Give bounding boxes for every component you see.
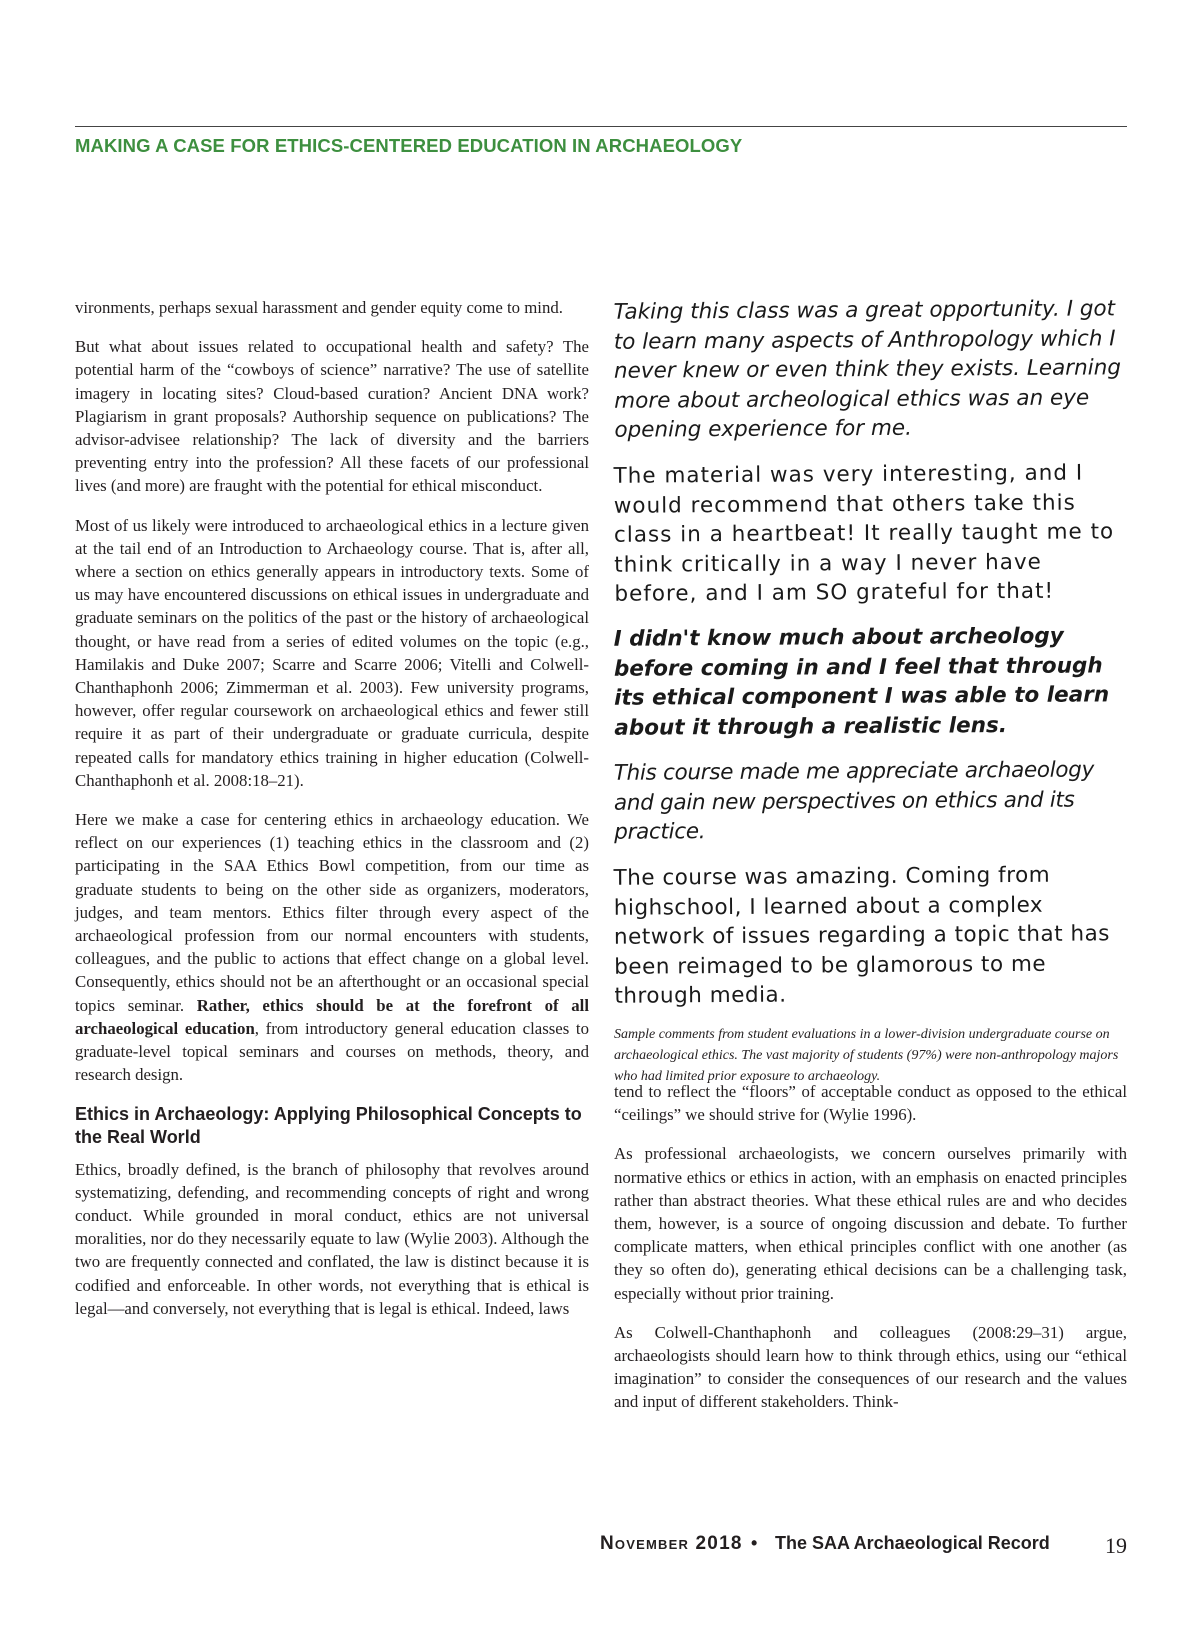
right-column-text (614, 1080, 1127, 1430)
handwritten-comment-1: Taking this class was a great opportunity. I got to learn many aspects of Anthropology which I never knew or even think they exists. Learning more about archeological ethics was an eye opening experience for me. (613, 296, 1122, 443)
left-paragraph-5: Ethics, broadly defined, is the branch of philosophy that revolves around systematizing, defending, and recommending concepts of right and wrong conduct. While grounded in moral conduct, ethics are not universal moralities, nor do they necessarily equate to law (Wylie 2003). Although the two are frequently connected and conflated, the law is distinct because it is codified and enforceable. In other words, not everything that is ethical is legal—and conversely, not everything that is legal is ethical. Indeed, laws (75, 1159, 589, 1318)
figure-student-comments (613, 296, 1127, 1084)
handwritten-comments-figure (614, 296, 1127, 1021)
handwritten-comment-4: This course made me appreciate archaeology and gain new perspectives on ethics and its practice. (613, 757, 1095, 845)
footer-bullet: • (751, 1533, 758, 1553)
header-rule (75, 126, 1127, 127)
footer-month: November 2018 (600, 1533, 743, 1554)
section-heading: Ethics in Archaeology: Applying Philosophical Concepts to the Real World (75, 1103, 582, 1147)
handwritten-comment-5: The course was amazing. Coming from highschool, I learned about a complex network of issues regarding a topic that has been reimaged to be glamorous to me through media. (613, 862, 1111, 1009)
left-paragraph-3: Most of us likely were introduced to archaeological ethics in a lecture given at the tail end of an Introduction to Archaeology course. That is, after all, where a section on ethics generally appears in introductory texts. Some of us may have encountered discussions on ethical issues in undergraduate and graduate seminars on the politics of the past or the history of archaeological thought, or have read from a series of edited volumes on the topic (e.g., Hamilakis and Duke 2007; Scarre and Scarre 2006; Vitelli and Colwell-Chanthaphonh 2006; Zimmerman et al. 2003). Few university programs, however, offer regular coursework on archaeological ethics and fewer still require it as part of their undergraduate or graduate curricula, despite repeated calls for mandatory ethics training in higher education (Colwell-Chanthaphonh et al. 2008:18–21). (75, 515, 589, 790)
handwritten-comment-2: The material was very interesting, and I would recommend that others take this class in a heartbeat! It really taught me to think critically in a way I never have before, and I am SO grateful for that! (613, 460, 1115, 607)
footer-journal-title: The SAA Archaeological Record (775, 1533, 1050, 1553)
page-footer (600, 1533, 1127, 1563)
left-paragraph-2: But what about issues related to occupational health and safety? The potential harm of the “cowboys of science” narrative? The use of satellite imagery in locating sites? Cloud-based curation? Ancient DNA work? Plagiarism in grant proposals? Authorship sequence on publications? The advisor-advisee relationship? The lack of diversity and the barriers preventing entry into the profession? All these facets of our professional lives (and more) are fraught with the potential for ethical misconduct. (75, 337, 589, 496)
handwritten-comment-3: I didn't know much about archeology before coming in and I feel that through its ethical component I was able to learn about it through a realistic lens. (613, 623, 1110, 741)
right-paragraph-1: tend to reflect the “floors” of acceptable conduct as opposed to the ethical “ceilings” we should strive for (Wylie 1996). (614, 1082, 1127, 1125)
left-paragraph-1: vironments, perhaps sexual harassment and gender equity come to mind. (75, 298, 563, 317)
handwritten-comments (614, 296, 1127, 1025)
paragraph-4-start: Here we make a case for centering ethics in archaeology education. We reflect on our experiences (1) teaching ethics in the classroom and (2) participating in the SAA Ethics Bowl competition, from our time as graduate students to being on the other side as organizers, moderators, judges, and team mentors. Ethics filter through every aspect of the archaeological profession from our normal encounters with students, colleagues, and the public to actions that effect change on a global level. Consequently, ethics should not be an afterthought or an occasional special topics seminar. (75, 810, 589, 1015)
paragraph-4-end: , from introductory general education classes to graduate-level topical seminars and courses on methods, theory, and research design. (75, 1018, 589, 1085)
figure-caption: Sample comments from student evaluations in a lower-division undergraduate course on archaeological ethics. The vast majority of students (97%) were non-anthropology majors who had limited prior exposure to archaeology. (614, 1027, 1119, 1084)
running-title: MAKING A CASE FOR ETHICS-CENTERED EDUCATION IN ARCHAEOLOGY (75, 135, 743, 156)
left-paragraph-4 (75, 808, 589, 1086)
page-number: 19 (1105, 1533, 1127, 1558)
paragraph-4-emphasis: Rather, ethics should be at the forefront of all archaeological education (75, 995, 589, 1038)
right-paragraph-3: As Colwell-Chanthaphonh and colleagues (2008:29–31) argue, archaeologists should learn how to think through ethics, using our “ethical imagination” to consider the consequences of our research and the values and input of different stakeholders. Think- (614, 1322, 1127, 1412)
right-paragraph-2: As professional archaeologists, we concern ourselves primarily with normative ethics or ethics in action, with an emphasis on enacted principles rather than abstract theories. What these ethical rules are and who decides them, however, is a source of ongoing discussion and debate. To further complicate matters, when ethical principles conflict with one another (as they so often do), generating ethical decisions can be a challenging task, especially without prior training. (614, 1144, 1127, 1303)
left-column (75, 296, 589, 1336)
